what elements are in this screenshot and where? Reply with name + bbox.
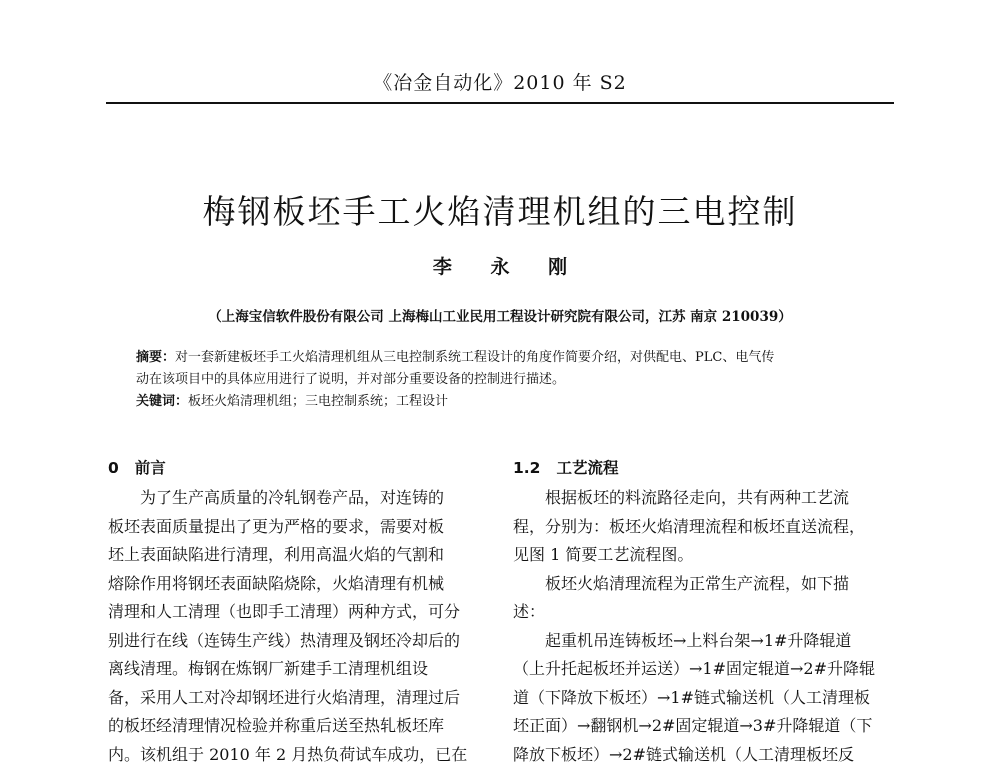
text-line: 熔除作用将钢坯表面缺陷烧除，火焰清理有机械 xyxy=(108,570,488,599)
text-line: 为了生产高质量的冷轧钢卷产品，对连铸的 xyxy=(108,484,488,513)
keywords-label: 关键词： xyxy=(136,394,188,409)
paragraph-intro xyxy=(108,484,488,769)
text-line: 述： xyxy=(513,598,893,627)
text-line: 离线清理。梅钢在炼钢厂新建手工清理机组设 xyxy=(108,655,488,684)
text-line: 根据板坯的料流路径走向，共有两种工艺流 xyxy=(513,484,893,513)
keywords-line xyxy=(136,391,876,413)
section-number: 1.2 xyxy=(513,456,540,480)
text-line: 坯上表面缺陷进行清理，利用高温火焰的气割和 xyxy=(108,541,488,570)
text-line: 的板坯经清理情况检验并称重后送至热轧板坯库 xyxy=(108,712,488,741)
section-title: 工艺流程 xyxy=(556,459,618,477)
text-line: （上升托起板坯并运送）→1#固定辊道→2#升降辊 xyxy=(513,655,893,684)
text-line: 别进行在线（连铸生产线）热清理及钢坯冷却后的 xyxy=(108,627,488,656)
text-line: 坯正面）→翻钢机→2#固定辊道→3#升降辊道（下 xyxy=(513,712,893,741)
right-column xyxy=(513,456,893,769)
paragraph-process xyxy=(513,484,893,769)
text-line: 板坯表面质量提出了更为严格的要求，需要对板 xyxy=(108,513,488,542)
text-line: 降放下板坯）→2#链式输送机（人工清理板坯反 xyxy=(513,741,893,769)
abstract xyxy=(136,347,876,413)
text-line: 内。该机组于 2010 年 2 月热负荷试车成功，已在 xyxy=(108,741,488,769)
text-line: 道（下降放下板坯）→1#链式输送机（人工清理板 xyxy=(513,684,893,713)
keywords-text: 板坯火焰清理机组；三电控制系统；工程设计 xyxy=(188,394,448,409)
text-line: 起重机吊连铸板坯→上料台架→1#升降辊道 xyxy=(513,627,893,656)
left-column xyxy=(108,456,488,769)
journal-header: 《冶金自动化》2010 年 S2 xyxy=(0,68,1000,95)
header-rule xyxy=(106,102,894,104)
abstract-label: 摘要： xyxy=(136,350,175,365)
affiliation: （上海宝信软件股份有限公司 上海梅山工业民用工程设计研究院有限公司，江苏 南京 210039） xyxy=(0,305,1000,325)
section-number: 0 xyxy=(108,456,119,480)
text-line: 板坯火焰清理流程为正常生产流程，如下描 xyxy=(513,570,893,599)
abstract-line-1 xyxy=(136,347,876,369)
abstract-text-1: 对一套新建板坯手工火焰清理机组从三电控制系统工程设计的角度作简要介绍，对供配电、PLC、电气传 xyxy=(175,350,774,365)
paper-title: 梅钢板坯手工火焰清理机组的三电控制 xyxy=(0,186,1000,233)
text-line: 程，分别为：板坯火焰清理流程和板坯直送流程， xyxy=(513,513,893,542)
section-title: 前言 xyxy=(135,459,166,477)
section-heading-0 xyxy=(108,456,488,480)
text-line: 清理和人工清理（也即手工清理）两种方式，可分 xyxy=(108,598,488,627)
text-line: 见图 1 简要工艺流程图。 xyxy=(513,541,893,570)
abstract-line-2: 动在该项目中的具体应用进行了说明，并对部分重要设备的控制进行描述。 xyxy=(136,369,876,391)
text-line: 备，采用人工对冷却钢坯进行火焰清理，清理过后 xyxy=(108,684,488,713)
author: 李 永 刚 xyxy=(0,252,1000,279)
section-heading-1-2 xyxy=(513,456,893,480)
